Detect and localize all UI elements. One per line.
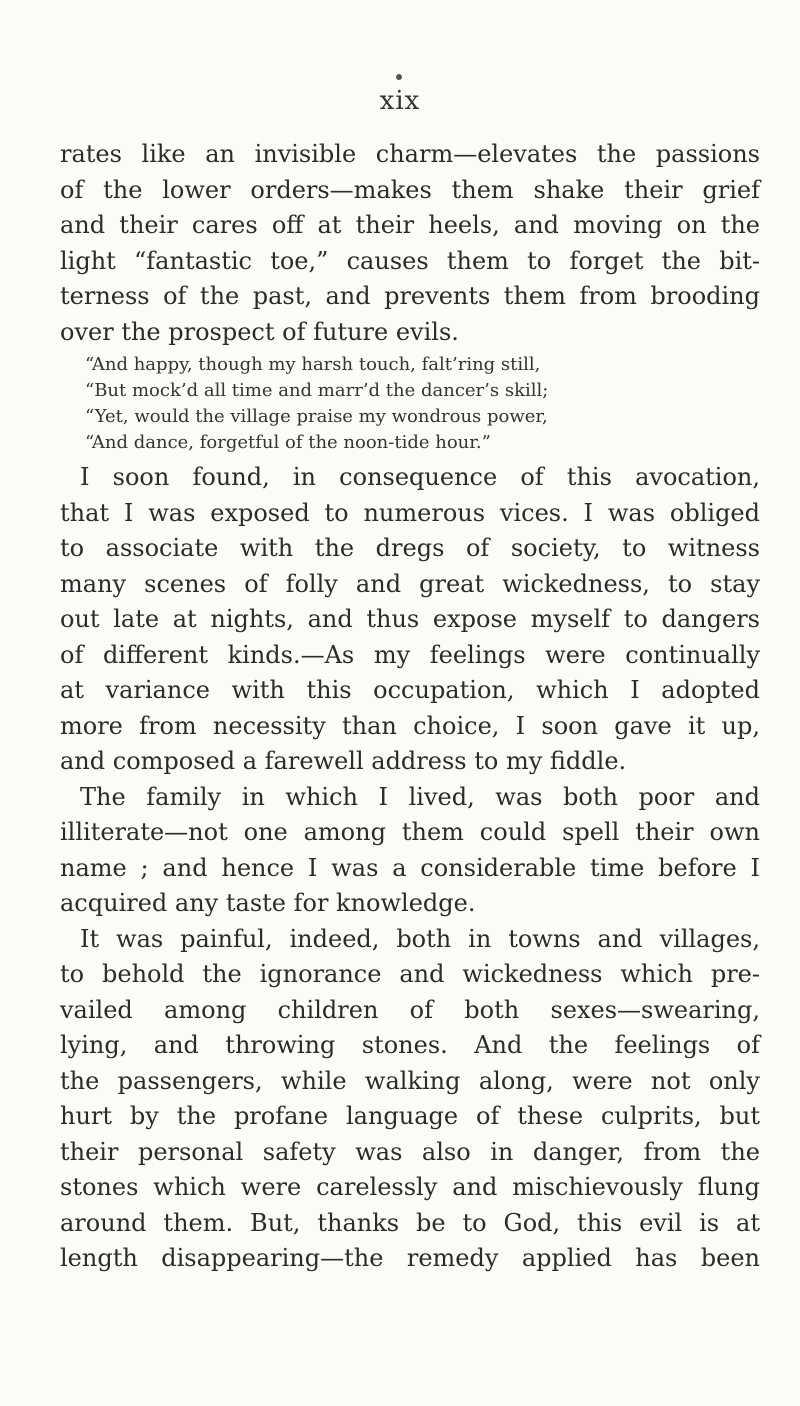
paragraph-3 xyxy=(60,780,760,922)
verse-line: “And happy, though my harsh touch, falt’ring still, xyxy=(85,354,541,375)
page-number: xix xyxy=(0,86,800,116)
verse-line: “And dance, forgetful of the noon-tide hour.” xyxy=(85,432,491,453)
text-line: I soon found, in consequence of this avocation, xyxy=(80,463,760,491)
text-line: hurt by the profane language of these culprits, but xyxy=(60,1102,760,1130)
text-line: to behold the ignorance and wickedness which pre- xyxy=(60,960,760,988)
text-line: their personal safety was also in danger, from the xyxy=(60,1137,760,1166)
paragraph-2 xyxy=(60,460,760,780)
text-line: name ; and hence I was a considerable time before I xyxy=(60,853,760,882)
text-line: and their cares off at their heels, and moving on the xyxy=(60,211,760,239)
paragraph-4 xyxy=(60,922,760,1277)
text-line: to associate with the dregs of society, to witness xyxy=(60,534,760,562)
text-line: It was painful, indeed, both in towns and villages, xyxy=(80,924,760,953)
text-line: illiterate—not one among them could spell their own xyxy=(60,818,760,846)
text-line: stones which were carelessly and mischievously flung xyxy=(60,1173,760,1201)
text-line: of the lower orders—makes them shake their grief xyxy=(60,175,760,204)
text-line: vailed among children of both sexes—swearing, xyxy=(60,995,760,1024)
text-line: and composed a farewell address to my fiddle. xyxy=(60,747,627,775)
text-line: of different kinds.—As my feelings were continually xyxy=(60,640,760,669)
text-line: rates like an invisible charm—elevates the passions xyxy=(60,140,760,168)
text-line: out late at nights, and thus expose myself to dangers xyxy=(60,605,760,633)
text-line: lying, and throwing stones. And the feelings of xyxy=(60,1031,760,1059)
verse-line: “Yet, would the village praise my wondrous power, xyxy=(85,406,548,427)
text-line: that I was exposed to numerous vices. I was obliged xyxy=(60,498,760,527)
verse-line: “But mock’d all time and marr’d the dancer’s skill; xyxy=(85,380,549,401)
body-text xyxy=(60,137,760,1277)
text-line: over the prospect of future evils. xyxy=(60,317,459,346)
text-line: terness of the past, and prevents them from brooding xyxy=(60,282,760,310)
text-line: at variance with this occupation, which I adopted xyxy=(60,676,760,704)
verse-quotation xyxy=(60,350,760,460)
text-line: the passengers, while walking along, were not only xyxy=(60,1066,760,1095)
paragraph-1 xyxy=(60,137,760,350)
text-line: many scenes of folly and great wickedness, to stay xyxy=(60,569,760,598)
text-line: length disappearing—the remedy applied has been xyxy=(60,1244,760,1272)
text-line: acquired any taste for knowledge. xyxy=(60,889,476,917)
text-line: around them. But, thanks be to God, this evil is at xyxy=(60,1208,760,1237)
text-line: The family in which I lived, was both poor and xyxy=(80,782,760,811)
text-line: more from necessity than choice, I soon gave it up, xyxy=(60,711,760,740)
text-line: light “fantastic toe,” causes them to forget the bit- xyxy=(60,246,760,275)
